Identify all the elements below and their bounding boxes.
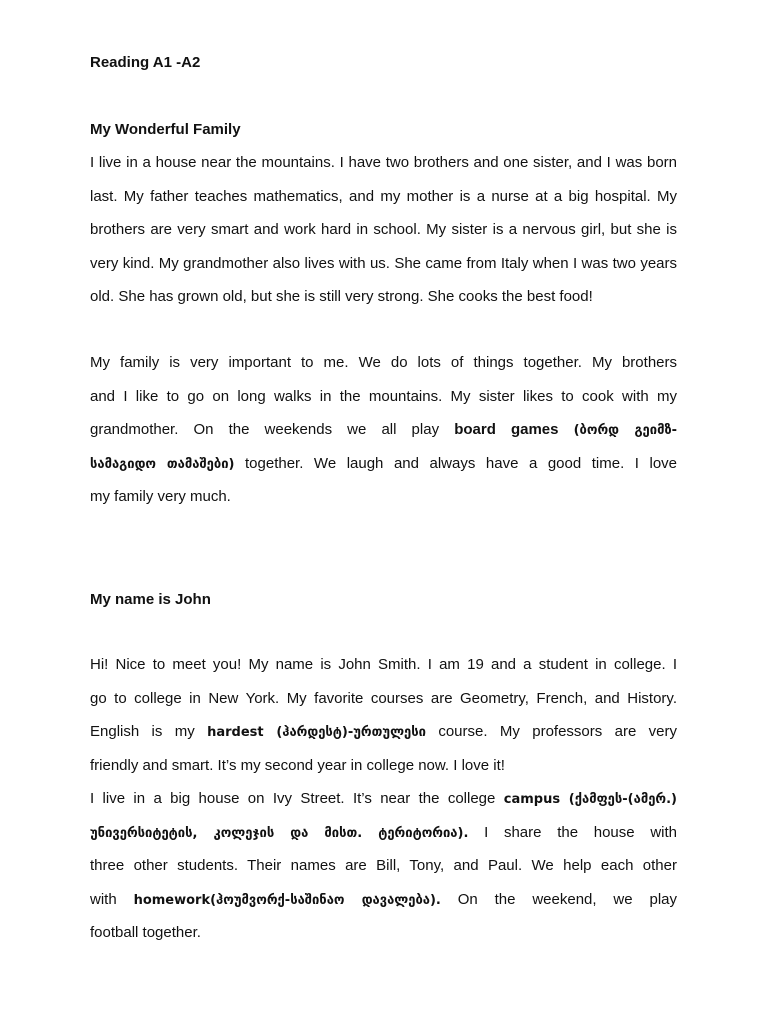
- term-campus: campus (ქამფეს-(ამერ.): [503, 792, 677, 807]
- story2-p1-line-2: go to college in New York. My favorite courses are Geometry, French, and History.: [90, 689, 677, 707]
- term-homework: homework(ჰოუმვორქ-საშინაო დავალება).: [133, 892, 441, 908]
- story2-p1-line-3: [90, 715, 677, 749]
- story1-p2-line-5: my family very much.: [90, 488, 231, 505]
- story2-p2-line-3: three other students. Their names are Bill, Tony, and Paul. We help each other: [90, 857, 677, 874]
- story1-p2-line-3: [90, 413, 677, 447]
- story1-p2-line-4: [90, 447, 677, 481]
- story1-p2-line-1: My family is very important to me. We do lots of things together. My brothers: [90, 354, 677, 371]
- story2-title: My name is John: [90, 591, 211, 608]
- term-board-games: board games: [454, 421, 559, 438]
- story1-p2-line-4-text: together. We laugh and always have a good time. I love: [245, 454, 678, 472]
- story2-p1-line-3-post: course. My professors are very: [438, 723, 677, 740]
- story2-p2-line-1-pre: I live in a big house on Ivy Street. It’s near the college: [90, 790, 496, 807]
- story2-paragraph-2: [90, 782, 677, 950]
- story1-paragraph-2: [90, 346, 677, 514]
- story1-paragraph-1: I live in a house near the mountains. I have two brothers and one sister, and I was born last. My father teaches mathematics, and my mother is a nurse at a big hospital. My brothers are very smart and work hard in school. My sister is a nervous girl, but she is very kind. My grandmother also lives with us. She came from Italy when I was two years old. She has grown old, but she is still very strong. She cooks the best food!: [90, 154, 677, 305]
- story2-p2-line-5: football together.: [90, 924, 201, 941]
- story2-p1-line-4: friendly and smart. It’s my second year in college now. I love it!: [90, 756, 505, 774]
- term-hardest: hardest (ჰარდესტ)-ურთულესი: [207, 725, 426, 740]
- story2-p1-line-1: Hi! Nice to meet you! My name is John Smith. I am 19 and a student in college. I: [90, 656, 677, 673]
- story2-p2-line-4: [90, 883, 677, 917]
- story2-p2-line-1: [90, 782, 677, 816]
- story1-p2-line-2: and I like to go on long walks in the mountains. My sister likes to cook with my: [90, 387, 677, 405]
- story1-title: My Wonderful Family: [90, 121, 241, 138]
- story2-p1-line-3-pre: English is my: [90, 723, 195, 740]
- story2-p2-line-4-pre: with: [90, 890, 117, 908]
- term-board-games-gloss-b: სამაგიდო თამაშები): [90, 456, 235, 472]
- level-heading: Reading A1 -A2: [90, 54, 201, 71]
- story2-paragraph-1: [90, 648, 677, 782]
- story2-p2-line-2: [90, 816, 677, 850]
- story2-p2-line-4-post: On the weekend, we play: [457, 890, 677, 908]
- story1-p2-line-3-text: grandmother. On the weekends we all play: [90, 421, 440, 438]
- term-campus-gloss: უნივერსიტეტის, კოლეჯის და მისთ. ტერიტორია).: [90, 825, 469, 841]
- term-board-games-gloss-a: (ბორდ გეიმზ-: [573, 423, 678, 438]
- story2-p2-line-2-post: I share the house with: [484, 823, 677, 841]
